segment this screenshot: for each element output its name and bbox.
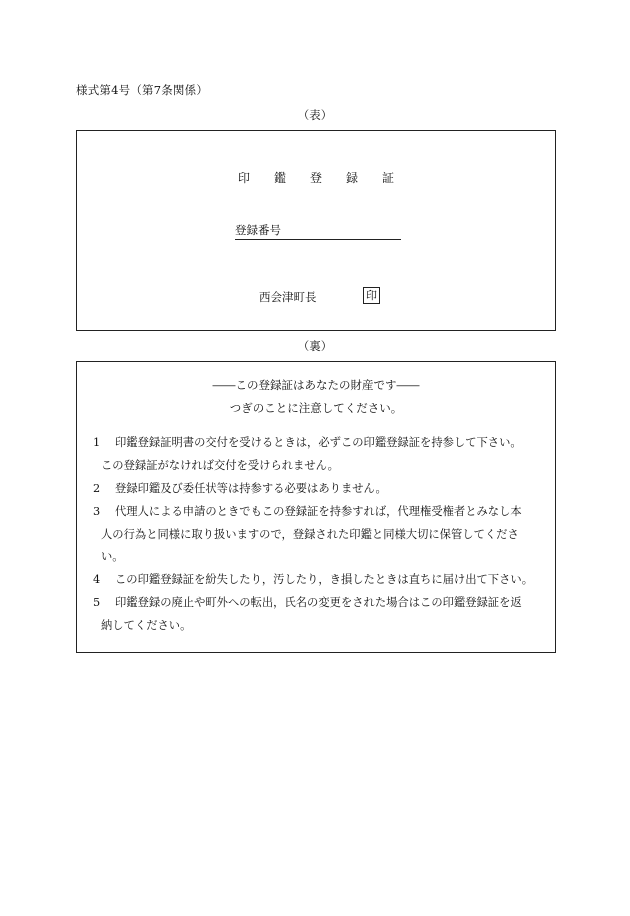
notice-item-line: い。: [101, 550, 124, 563]
certificate-front-box: [76, 130, 556, 331]
notice-item-number: 1: [93, 436, 101, 449]
front-side-label: （表）: [297, 108, 333, 122]
notice-item-4: [93, 569, 549, 592]
notice-item-3: [93, 501, 549, 569]
notice-item-text: 代理人による申請のときでもこの登録証を持参すれば，代理権受権者とみなし本: [115, 505, 522, 518]
notice-item-number: 4: [93, 573, 101, 586]
title-char: 証: [382, 171, 395, 185]
back-side-label: （裏）: [297, 339, 333, 353]
form-number-label: 様式第4号（第7条関係）: [76, 83, 209, 97]
notice-item-line: 納してください。: [101, 618, 192, 632]
title-char: 録: [346, 171, 359, 185]
certificate-title: [77, 169, 555, 186]
notice-item-line: [93, 569, 549, 592]
notice-item-number: 3: [93, 505, 101, 518]
notice-item-line: [93, 501, 549, 524]
notice-item-1: [93, 432, 549, 477]
notice-item-2: [93, 478, 549, 501]
mayor-name: 西会津町長: [259, 290, 317, 304]
notice-subheading: つぎのことに注意してください。: [229, 401, 403, 415]
title-char: 鑑: [273, 171, 286, 185]
title-char: 登: [309, 171, 322, 185]
certificate-back-box: [76, 361, 556, 653]
notice-item-line: [93, 478, 549, 501]
notice-item-line: [93, 592, 549, 615]
notice-item-text: 印鑑登録の廃止や町外への転出，氏名の変更をされた場合はこの印鑑登録証を返: [115, 596, 522, 609]
notice-item-line: [93, 432, 549, 455]
notice-item-text: 登録印鑑及び委任状等は持参する必要はありません。: [115, 482, 387, 495]
seal-stamp-box: 印: [363, 287, 380, 304]
notice-item-text: この印鑑登録証を紛失したり，汚したり，き損したときは直ちに届け出て下さい。: [115, 573, 533, 586]
title-char: 印: [237, 171, 250, 185]
notice-item-5: [93, 592, 549, 637]
notice-item-line: この登録証がなければ交付を受けられません。: [101, 458, 339, 472]
notice-item-number: 2: [93, 482, 101, 495]
notice-item-text: 印鑑登録証明書の交付を受けるときは，必ずこの印鑑登録証を持参して下さい。: [115, 436, 522, 449]
notice-item-number: 5: [93, 596, 101, 609]
registration-number-label: 登録番号: [235, 223, 281, 237]
registration-number-field: [235, 222, 401, 240]
notice-heading: ――この登録証はあなたの財産です――: [212, 378, 420, 392]
notice-item-line: 人の行為と同様に取り扱いますので，登録された印鑑と同様大切に保管してくださ: [101, 527, 519, 541]
